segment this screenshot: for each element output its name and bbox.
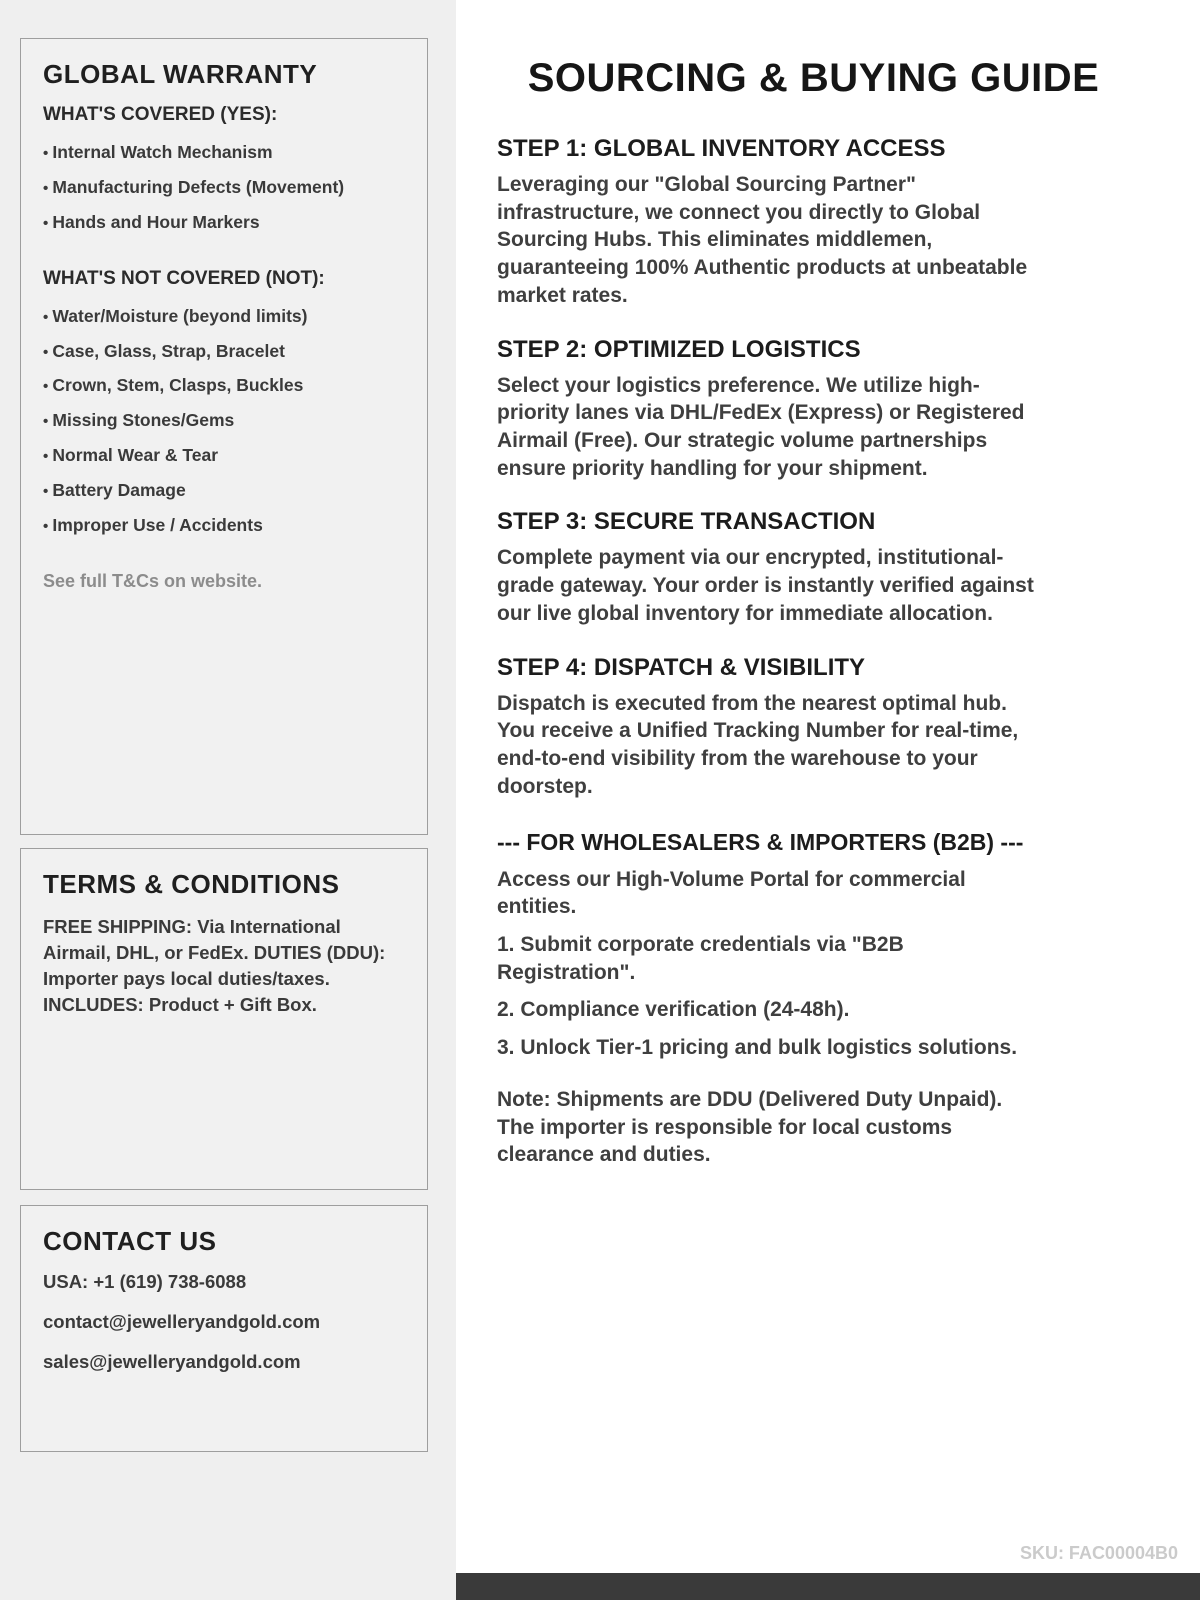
list-item: • Case, Glass, Strap, Bracelet [43,341,405,363]
step-1-body: Leveraging our "Global Sourcing Partner" infrastructure, we connect you directly to Global Sourcing Hubs. This eliminates middlemen, guaranteeing 100% Authentic products at unbeatable market rates. [497,173,1028,307]
terms-box [20,848,428,1190]
contact-box [20,1205,428,1452]
contact-email-primary: contact@jewelleryandgold.com [43,1311,321,1333]
list-item: • Internal Watch Mechanism [43,142,405,164]
list-item: • Battery Damage [43,480,405,502]
not-covered-heading: WHAT'S NOT COVERED (NOT): [43,267,325,289]
list-item: • Manufacturing Defects (Movement) [43,177,405,199]
not-covered-list [43,306,405,537]
contact-phone: USA: +1 (619) 738-6088 [43,1271,247,1292]
terms-title: TERMS & CONDITIONS [43,869,340,899]
covered-heading: WHAT'S COVERED (YES): [43,104,278,125]
footer-bar [456,1573,1200,1600]
page-title: SOURCING & BUYING GUIDE [527,56,1100,100]
b2b-step-2: 2. Compliance verification (24-48h). [497,998,850,1022]
covered-list [43,142,405,234]
step-4-heading: STEP 4: DISPATCH & VISIBILITY [497,653,866,681]
step-3-heading: STEP 3: SECURE TRANSACTION [497,508,876,536]
b2b-heading: --- FOR WHOLESALERS & IMPORTERS (B2B) --- [497,828,1024,855]
terms-body: FREE SHIPPING: Via International Airmail, DHL, or FedEx. DUTIES (DDU): Importer pays local duties/taxes. INCLUDES: Product + Gift Box. [43,916,386,1015]
list-item: • Hands and Hour Markers [43,212,405,234]
list-item: • Crown, Stem, Clasps, Buckles [43,375,405,397]
list-item: • Improper Use / Accidents [43,515,405,537]
step-2-body: Select your logistics preference. We utilize high-priority lanes via DHL/FedEx (Express) or Registered Airmail (Free). Our strategic volume partnerships ensure priority handling for your shipment. [497,373,1025,480]
warranty-box [20,38,428,835]
warranty-title: GLOBAL WARRANTY [43,59,318,89]
step-1-heading: STEP 1: GLOBAL INVENTORY ACCESS [497,135,946,162]
contact-title: CONTACT US [43,1226,217,1256]
warranty-footnote: See full T&Cs on website. [43,570,263,591]
list-item: • Missing Stones/Gems [43,410,405,432]
step-4-body: Dispatch is executed from the nearest optimal hub. You receive a Unified Tracking Number for real-time, end-to-end visibility from the warehouse to your doorstep. [497,691,1019,798]
b2b-step-3: 3. Unlock Tier-1 pricing and bulk logistics solutions. [497,1036,1018,1060]
b2b-note: Note: Shipments are DDU (Delivered Duty Unpaid). The importer is responsible for local customs clearance and duties. [497,1087,1003,1167]
b2b-intro: Access our High-Volume Portal for commercial entities. [497,867,966,919]
list-item: • Normal Wear & Tear [43,445,405,467]
sidebar [0,0,456,1600]
sku-label: SKU: FAC00004B0 [1019,1543,1178,1563]
b2b-step-1: 1. Submit corporate credentials via "B2B Registration". [497,932,904,984]
step-2-heading: STEP 2: OPTIMIZED LOGISTICS [497,335,861,363]
main-content [456,0,1200,1600]
contact-email-sales: sales@jewelleryandgold.com [43,1351,301,1373]
list-item: • Water/Moisture (beyond limits) [43,306,405,328]
step-3-body: Complete payment via our encrypted, institutional-grade gateway. Your order is instantly verified against our live global inventory for immediate allocation. [497,546,1034,625]
